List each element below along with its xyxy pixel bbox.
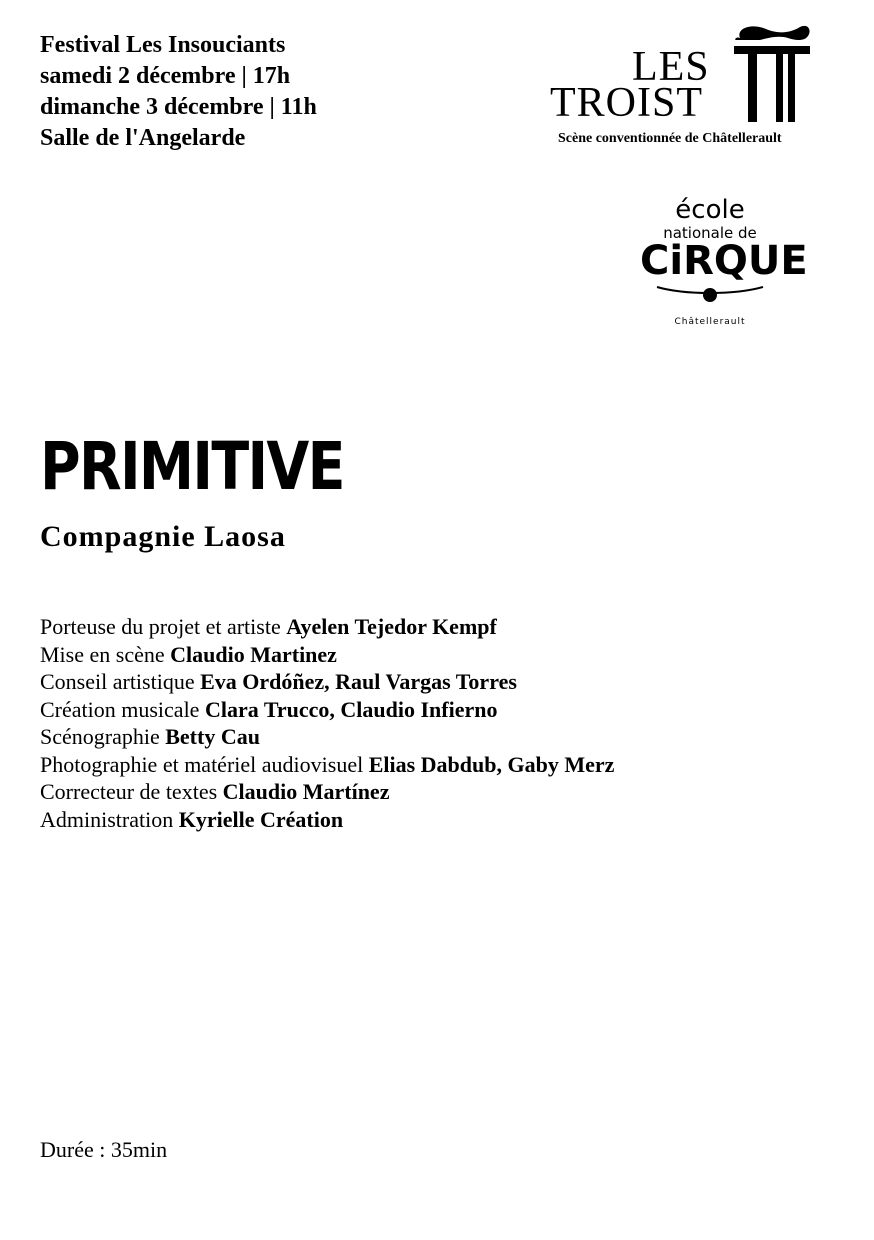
credit-name: Elias Dabdub, Gaby Merz — [368, 751, 615, 777]
credit-role: Photographie et matériel audiovisuel — [40, 751, 364, 777]
event-info — [40, 30, 317, 154]
credit-row — [40, 641, 614, 669]
arc-icon — [655, 285, 765, 309]
credit-row — [40, 778, 614, 806]
credit-role: Conseil artistique — [40, 669, 195, 694]
date-saturday: samedi 2 décembre | 17h — [40, 63, 291, 89]
credit-name: Claudio Martínez — [222, 779, 390, 804]
show-title: PRIMITIVE — [40, 428, 344, 505]
credit-role: Mise en scène — [40, 641, 165, 667]
les-troist-logo — [548, 24, 818, 154]
credit-row — [40, 696, 614, 724]
credits-list — [40, 613, 614, 833]
logo-troist-text: TROIST — [550, 80, 703, 126]
credit-row — [40, 751, 614, 779]
credit-row — [40, 668, 614, 696]
venue: Salle de l'Angelarde — [40, 125, 246, 151]
ecole-cirque-logo — [640, 195, 808, 335]
credit-name: Betty Cau — [165, 724, 260, 749]
credit-name: Clara Trucco, Claudio Infierno — [204, 696, 498, 722]
credit-name: Claudio Martinez — [170, 641, 337, 667]
logo-les-text: LES — [632, 44, 710, 90]
credit-role: Correcteur de textes — [40, 779, 218, 804]
credit-name: Ayelen Tejedor Kempf — [286, 614, 497, 639]
pillar-icon — [730, 24, 812, 124]
credit-role: Scénographie — [40, 724, 160, 749]
company-name: Compagnie Laosa — [40, 520, 286, 553]
logo-city: Châtellerault — [674, 317, 746, 327]
festival-name: Festival Les Insouciants — [40, 32, 286, 58]
credit-name: Eva Ordóñez, Raul Vargas Torres — [200, 669, 517, 694]
logo-ecole-text: école — [675, 195, 745, 225]
credit-role: Création musicale — [40, 696, 200, 722]
credit-row — [40, 723, 614, 751]
credit-row — [40, 806, 614, 834]
logo-nationale-text: nationale de — [663, 224, 757, 242]
credit-role: Administration — [40, 806, 174, 832]
credit-role: Porteuse du projet et artiste — [40, 614, 281, 639]
date-sunday: dimanche 3 décembre | 11h — [40, 94, 317, 120]
credit-row — [40, 613, 614, 641]
credit-name: Kyrielle Création — [178, 806, 344, 832]
logo-tagline: Scène conventionnée de Châtellerault — [558, 131, 782, 146]
logo-cirque-text: CiRQUE — [640, 238, 808, 284]
duration: Durée : 35min — [40, 1137, 168, 1162]
